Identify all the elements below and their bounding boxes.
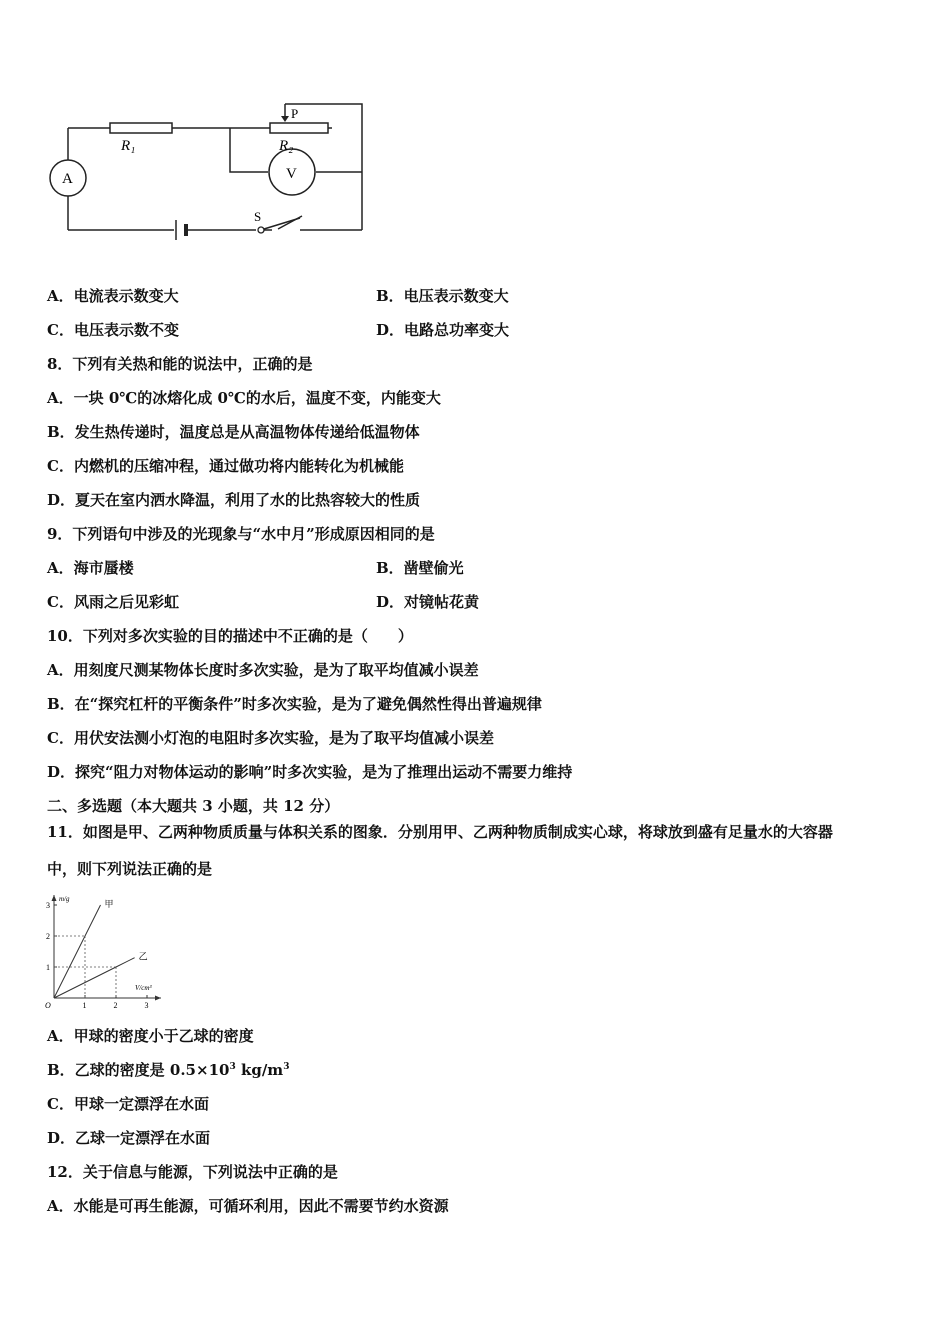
label-r2: R₂ <box>279 138 294 154</box>
mass-volume-chart <box>40 888 205 1010</box>
series-line-jia <box>54 905 101 998</box>
q8-option-a: A．一块 0℃的冰熔化成 0℃的水后，温度不变，内能变大 <box>47 389 441 407</box>
q9-option-a: A．海市蜃楼 <box>47 559 134 577</box>
q11-option-a: A．甲球的密度小于乙球的密度 <box>47 1027 254 1045</box>
y-tick-label: 3 <box>46 901 50 910</box>
q7-option-a: A．电流表示数变大 <box>47 287 179 305</box>
switch-contact-icon <box>258 227 264 233</box>
q10-option-b: B．在“探究杠杆的平衡条件”时多次实验，是为了避免偶然性得出普遍规律 <box>47 695 542 713</box>
q9-stem: 9．下列语句中涉及的光现象与“水中月”形成原因相同的是 <box>47 525 435 543</box>
q7-option-b: B．电压表示数变大 <box>376 287 509 305</box>
label-slider-p: P <box>291 106 299 121</box>
q11-option-c: C．甲球一定漂浮在水面 <box>47 1095 209 1113</box>
q12-stem: 12．关于信息与能源，下列说法中正确的是 <box>47 1163 338 1181</box>
series-label-jia: 甲 <box>104 899 114 909</box>
q10-option-a: A．用刻度尺测某物体长度时多次实验，是为了取平均值减小误差 <box>47 661 479 679</box>
resistor-r2 <box>270 123 328 133</box>
label-ammeter: A <box>62 171 73 187</box>
label-r1: R₁ <box>121 138 136 154</box>
y-tick-label: 2 <box>46 932 50 941</box>
q10-option-d: D．探究“阻力对物体运动的影响”时多次实验，是为了推理出运动不需要力维持 <box>47 763 573 781</box>
q11-option-b <box>47 1060 289 1080</box>
series-line-yi <box>54 958 135 998</box>
resistor-r1 <box>110 123 172 133</box>
q11-option-b-unit: kg/m <box>235 1061 284 1079</box>
series-label-yi: 乙 <box>138 951 148 962</box>
circuit-diagram <box>40 98 380 248</box>
q7-option-d: D．电路总功率变大 <box>376 321 510 339</box>
q11-option-b-exponent: 3 <box>229 1062 236 1072</box>
q9-option-d: D．对镜帖花黄 <box>376 593 480 611</box>
q11-stem-line1: 11．如图是甲、乙两种物质质量与体积关系的图象．分别用甲、乙两种物质制成实心球，将球放到盛有足量水的大容器 <box>47 823 833 841</box>
q11-option-b-unit-exponent: 3 <box>283 1062 290 1072</box>
q10-option-c: C．用伏安法测小灯泡的电阻时多次实验，是为了取平均值减小误差 <box>47 729 494 747</box>
y-tick-label: 1 <box>46 963 50 972</box>
q12-option-a: A．水能是可再生能源，可循环利用，因此不需要节约水资源 <box>47 1197 449 1215</box>
q8-option-c: C．内燃机的压缩冲程，通过做功将内能转化为机械能 <box>47 457 404 475</box>
slider-arrow-icon <box>281 116 289 122</box>
q11-option-d: D．乙球一定漂浮在水面 <box>47 1129 211 1147</box>
q11-option-b-text: B．乙球的密度是 0.5×10 <box>47 1061 230 1079</box>
label-switch: S <box>254 209 262 224</box>
y-axis-label: m/g <box>59 895 70 903</box>
q10-stem: 10．下列对多次实验的目的描述中不正确的是（ ） <box>47 627 413 645</box>
q8-stem: 8．下列有关热和能的说法中，正确的是 <box>47 355 313 373</box>
q9-option-c: C．风雨之后见彩虹 <box>47 593 179 611</box>
origin-label: O <box>45 1001 51 1010</box>
q7-option-c: C．电压表示数不变 <box>47 321 179 339</box>
q8-option-d: D．夏天在室内洒水降温，利用了水的比热容较大的性质 <box>47 491 421 509</box>
q8-option-b: B．发生热传递时，温度总是从高温物体传递给低温物体 <box>47 423 420 441</box>
label-voltmeter: V <box>286 166 297 182</box>
q9-option-b: B．凿壁偷光 <box>376 559 464 577</box>
x-tick-label: 2 <box>113 1001 118 1010</box>
x-axis-arrow-icon <box>155 996 161 1001</box>
q11-stem-line2: 中，则下列说法正确的是 <box>47 860 213 878</box>
x-axis-label: V/cm³ <box>135 984 152 992</box>
section-title: 二、多选题（本大题共 3 小题，共 12 分） <box>47 797 340 815</box>
y-axis-arrow-icon <box>52 895 57 901</box>
x-tick-label: 3 <box>144 1001 149 1010</box>
x-tick-label: 1 <box>82 1001 87 1010</box>
